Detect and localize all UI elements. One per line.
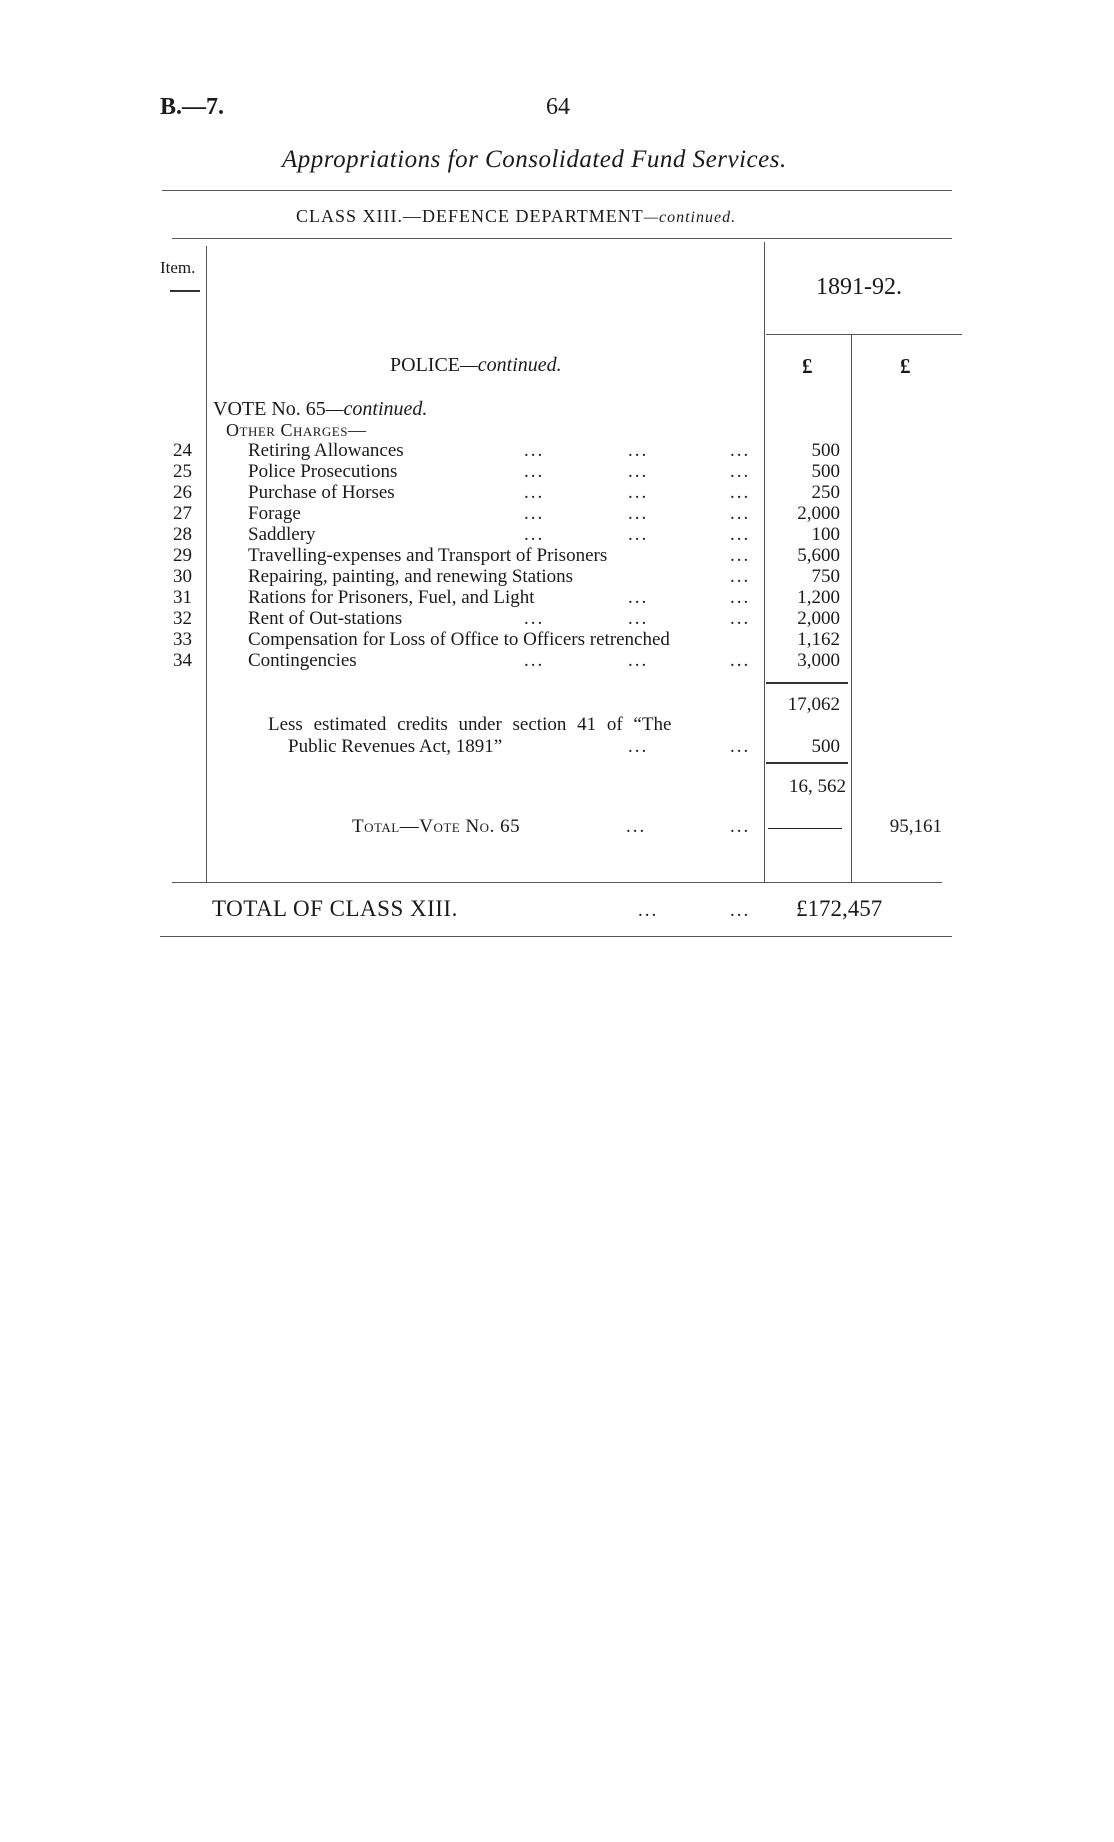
item-description: Travelling-expenses and Transport of Prisoners: [248, 545, 608, 566]
leader-dots: ...: [730, 503, 751, 524]
less-credits-line2: Public Revenues Act, 1891”: [288, 736, 503, 757]
total-vote-label: Total—Vote No. 65: [352, 816, 521, 837]
leader-dots: ...: [730, 482, 751, 503]
vote-title-continued: —continued.: [325, 398, 428, 420]
leader-dots: ...: [730, 461, 751, 482]
item-description: Contingencies: [248, 650, 357, 671]
item-number: 31: [173, 587, 192, 608]
item-description: Police Prosecutions: [248, 461, 398, 482]
total-class-dots-1: ...: [638, 900, 659, 921]
running-title: Appropriations for Consolidated Fund Services.: [282, 146, 787, 173]
leader-dots: ...: [730, 524, 751, 545]
total-class-amount: £172,457: [796, 896, 883, 921]
table-bottom-rule: [172, 882, 942, 883]
leader-dots: ...: [628, 524, 649, 545]
item-amount: 3,000: [797, 650, 840, 671]
item-amount: 500: [811, 440, 840, 461]
item-description: Rent of Out-stations: [248, 608, 403, 629]
leader-dots: ...: [524, 482, 545, 503]
item-description: Compensation for Loss of Office to Officers retrenched: [248, 629, 670, 650]
table-top-rule: [172, 238, 952, 239]
leader-dots: ...: [628, 482, 649, 503]
item-column-rule: [206, 246, 207, 882]
item-description: Rations for Prisoners, Fuel, and Light: [248, 587, 535, 608]
leader-dots: ...: [628, 587, 649, 608]
class-heading: [296, 206, 736, 227]
leader-dots: ...: [524, 440, 545, 461]
item-number: 26: [173, 482, 192, 503]
vote-title-text: VOTE No. 65: [213, 398, 326, 420]
section-title-text: POLICE: [390, 354, 460, 376]
other-charges-subheading: Other Charges—: [226, 420, 367, 440]
leader-dots: ...: [730, 545, 751, 566]
year-header-rule: [766, 334, 962, 335]
item-description: Saddlery: [248, 524, 316, 545]
item-amount: 1,200: [797, 587, 840, 608]
item-description: Purchase of Horses: [248, 482, 395, 503]
item-number: 34: [173, 650, 192, 671]
header-rule: [162, 190, 952, 191]
item-amount: 2,000: [797, 608, 840, 629]
leader-dots: ...: [524, 461, 545, 482]
item-amount: 500: [811, 461, 840, 482]
item-number: 29: [173, 545, 192, 566]
leader-dots: ...: [730, 650, 751, 671]
item-amount: 750: [811, 566, 840, 587]
year-column-header: 1891-92.: [816, 274, 902, 300]
currency-header-col1: £: [802, 354, 813, 378]
subtotal-rule: [766, 682, 848, 684]
item-header-underline: [170, 290, 200, 292]
total-class-dots-2: ...: [730, 900, 751, 921]
page-number: 64: [546, 94, 570, 120]
total-vote-dots-1: ...: [626, 816, 647, 837]
section-title-continued: —continued.: [460, 354, 562, 376]
footer-rule: [160, 936, 952, 937]
leader-dots: ...: [730, 587, 751, 608]
total-vote-dash: [768, 828, 842, 829]
class-heading-text: CLASS XIII.—DEFENCE DEPARTMENT: [296, 206, 644, 226]
leader-dots: ...: [524, 650, 545, 671]
subtotal-amount: 17,062: [787, 694, 840, 715]
leader-dots: ...: [628, 440, 649, 461]
leader-dots: ...: [524, 608, 545, 629]
class-heading-continued: —continued.: [643, 209, 737, 226]
item-number: 24: [173, 440, 192, 461]
item-amount: 5,600: [797, 545, 840, 566]
vote-title: [213, 398, 427, 421]
item-number: 33: [173, 629, 192, 650]
currency-header-col2: £: [900, 354, 911, 378]
net-rule: [766, 762, 848, 764]
leader-dots: ...: [628, 650, 649, 671]
item-amount: 100: [811, 524, 840, 545]
total-class-label: TOTAL OF CLASS XIII.: [212, 896, 458, 921]
amount-column-rule: [764, 242, 765, 882]
total-column-rule: [851, 334, 852, 882]
less-credits-line1: Less estimated credits under section 41 of “The: [268, 714, 672, 735]
less-credits-dots-2: ...: [730, 736, 751, 757]
leader-dots: ...: [628, 461, 649, 482]
item-number: 32: [173, 608, 192, 629]
net-amount: 16, 562: [789, 776, 846, 797]
total-vote-dots-2: ...: [730, 816, 751, 837]
item-description: Repairing, painting, and renewing Stations: [248, 566, 574, 587]
item-number: 30: [173, 566, 192, 587]
item-description: Retiring Allowances: [248, 440, 404, 461]
less-credits-dots-1: ...: [628, 736, 649, 757]
less-credits-amount: 500: [811, 736, 840, 757]
item-number: 28: [173, 524, 192, 545]
item-number: 25: [173, 461, 192, 482]
leader-dots: ...: [524, 503, 545, 524]
leader-dots: ...: [628, 503, 649, 524]
leader-dots: ...: [730, 440, 751, 461]
section-title: [390, 354, 562, 377]
leader-dots: ...: [730, 608, 751, 629]
total-vote-amount: 95,161: [889, 816, 942, 837]
item-description: Forage: [248, 503, 301, 524]
item-amount: 250: [811, 482, 840, 503]
item-amount: 1,162: [797, 629, 840, 650]
leader-dots: ...: [730, 566, 751, 587]
item-column-header: Item.: [160, 258, 196, 277]
doc-reference: B.—7.: [160, 94, 225, 120]
leader-dots: ...: [628, 608, 649, 629]
item-number: 27: [173, 503, 192, 524]
item-amount: 2,000: [797, 503, 840, 524]
leader-dots: ...: [524, 524, 545, 545]
